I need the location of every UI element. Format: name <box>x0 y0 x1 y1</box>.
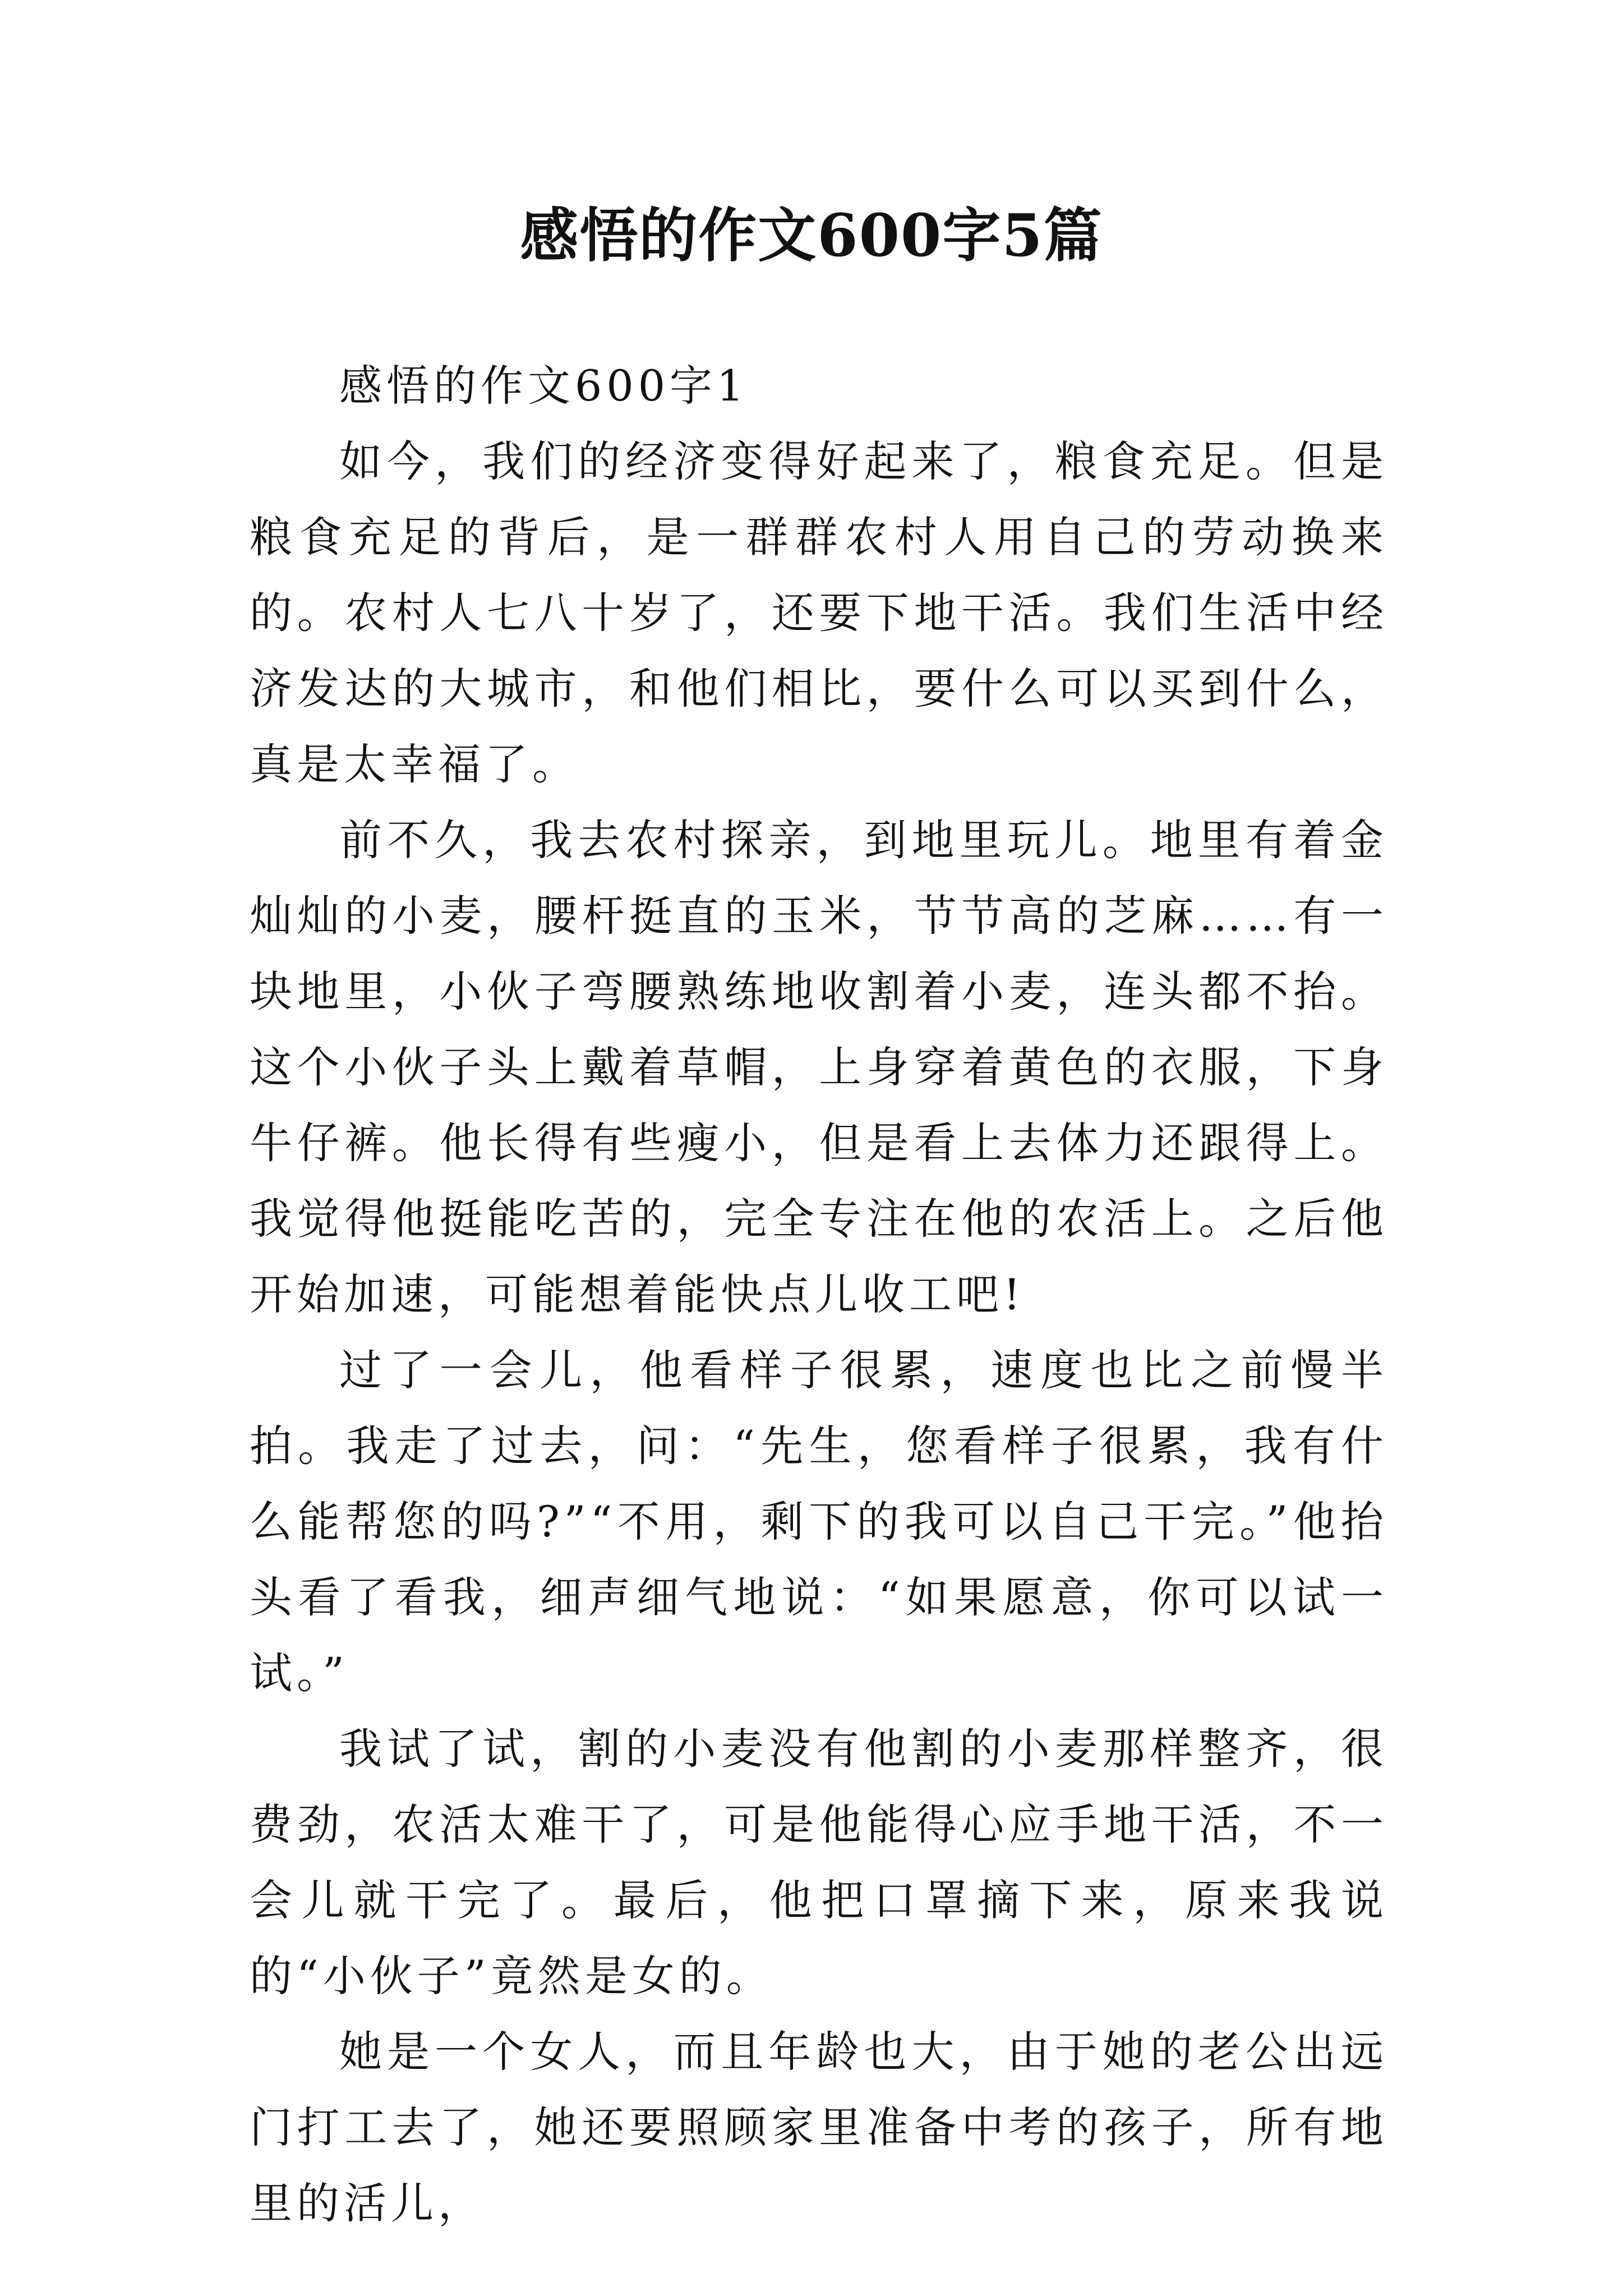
paragraph: 她是一个女人，而且年龄也大，由于她的老公出远门打工去了，她还要照顾家里准备中考的孩子，所有地里的活儿， <box>250 2027 1388 2228</box>
paragraph: 我试了试，割的小麦没有他割的小麦那样整齐，很费劲，农活太难干了，可是他能得心应手地干活，不一会儿就干完了。最后，他把口罩摘下来，原来我说的“小伙子”竟然是女的。 <box>250 1724 1388 2001</box>
paragraph: 如今，我们的经济变得好起来了，粮食充足。但是粮食充足的背后，是一群群农村人用自己的劳动换来的。农村人七八十岁了，还要下地干活。我们生活中经济发达的大城市，和他们相比，要什么可以买到什么，真是太幸福了。 <box>250 436 1388 789</box>
document-body <box>250 348 1388 2241</box>
paragraph: 过了一会儿，他看样子很累，速度也比之前慢半拍。我走了过去，问：“先生，您看样子很累，我有什么能帮您的吗?”“不用，剩下的我可以自己干完。”他抬头看了看我，细声细气地说：“如果愿意，你可以试一试。” <box>250 1345 1388 1698</box>
document-title: 感悟的作文600字5篇 <box>520 201 1103 270</box>
section-heading: 感悟的作文600字1 <box>339 361 749 411</box>
paragraph: 前不久，我去农村探亲，到地里玩儿。地里有着金灿灿的小麦，腰杆挺直的玉米，节节高的芝麻……有一块地里，小伙子弯腰熟练地收割着小麦，连头都不抬。这个小伙子头上戴着草帽，上身穿着黄色的衣服，下身牛仔裤。他长得有些瘦小，但是看上去体力还跟得上。我觉得他挺能吃苦的，完全专注在他的农活上。之后他开始加速，可能想着能快点儿收工吧! <box>250 815 1388 1319</box>
